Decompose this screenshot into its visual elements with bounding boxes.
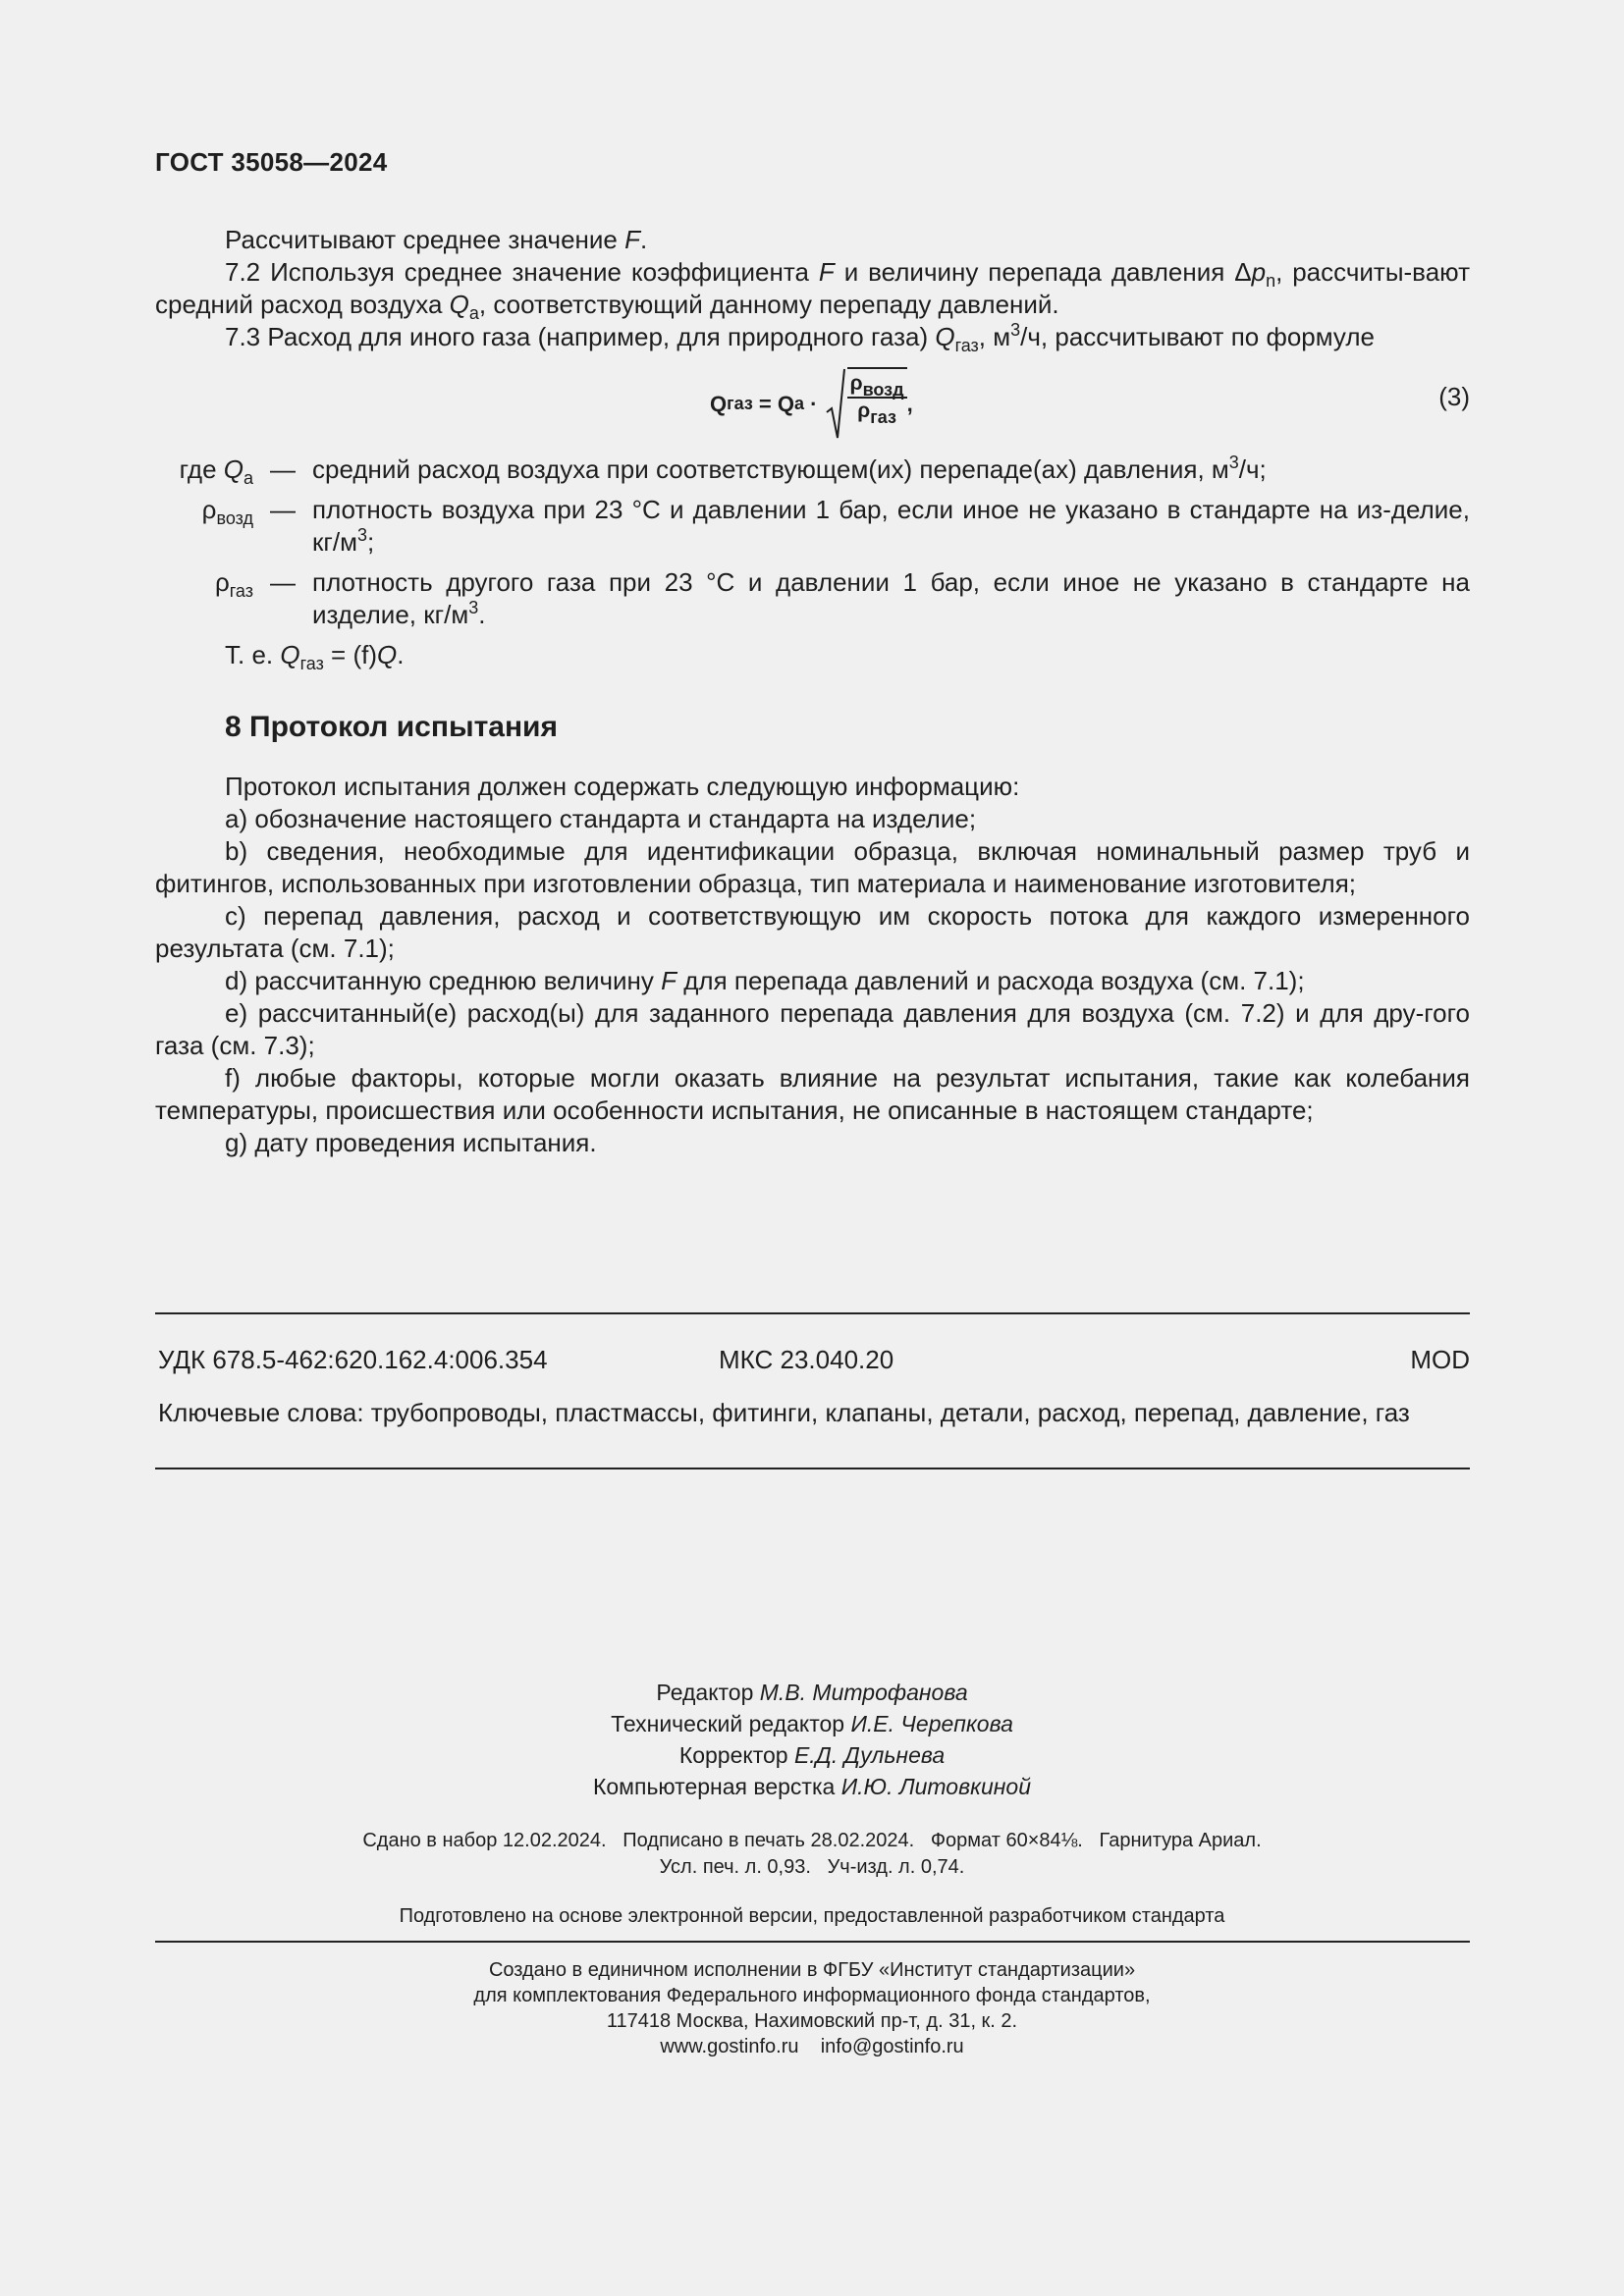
list-item-f: f) любые факторы, которые могли оказать влияние на результат испытания, такие как колебания температуры, происшествия или особенности испытания, не описанные в настоящем стандарте; bbox=[155, 1063, 1470, 1125]
print-info bbox=[0, 1828, 1624, 1881]
list-item-g: g) дату проведения испытания. bbox=[225, 1128, 597, 1157]
paragraph-7-2: 7.2 Используя среднее значение коэффициента F и величину перепада давления $\Delta p_n$, рассчиты-вают средний расход воздуха $Q_a$, соответствующий данному перепаду давлений. bbox=[155, 257, 1470, 323]
publisher-line-4: www.gostinfo.ru info@gostinfo.ru bbox=[660, 2036, 964, 2057]
staff-editor: Редактор М.В. Митрофанова bbox=[656, 1680, 968, 1705]
bottom-rule-divider bbox=[155, 1468, 1470, 1469]
running-header: ГОСТ 35058—2024 bbox=[155, 147, 388, 177]
paragraph-average: Рассчитывают среднее значение F. bbox=[225, 225, 648, 254]
section-8-heading: 8 Протокол испытания bbox=[225, 711, 559, 743]
list-item-c: c) перепад давления, расход и соответствующую им скорость потока для каждого измеренного результата (см. 7.1); bbox=[155, 901, 1470, 963]
top-rule-divider bbox=[155, 1312, 1470, 1314]
formula-number: (3) bbox=[1438, 382, 1470, 411]
density-fraction: $\frac{\rho_{возд}}{\rho_{газ}}$ bbox=[847, 367, 907, 440]
definitions-list bbox=[155, 454, 1470, 631]
print-info-line-2: Усл. печ. л. 0,93. Уч-изд. л. 0,74. bbox=[659, 1856, 965, 1878]
mks-code: МКС 23.040.20 bbox=[719, 1345, 894, 1374]
list-item-b: b) сведения, необходимые для идентификации образца, включая номинальный размер труб и фитингов, использованных при изготовлении образца, тип материала и наименование изготовителя; bbox=[155, 836, 1470, 898]
list-item-e: e) рассчитанный(е) расход(ы) для заданного перепада давления для воздуха (см. 7.2) и для дру-гого газа (см. 7.3); bbox=[155, 998, 1470, 1060]
formula-3 bbox=[155, 355, 1470, 450]
publisher-info bbox=[0, 1957, 1624, 2059]
section-8-intro: Протокол испытания должен содержать следующую информацию: bbox=[225, 772, 1020, 801]
staff-corrector: Корректор Е.Д. Дульнева bbox=[678, 1742, 946, 1768]
publisher-line-3: 117418 Москва, Нахимовский пр-т, д. 31, к. 2. bbox=[606, 2010, 1018, 2032]
document-body bbox=[155, 224, 1470, 1159]
radical-sign-icon bbox=[826, 367, 845, 440]
paragraph-7-3: 7.3 Расход для иного газа (например, для природного газа) $Q_{газ}$, $м^3/ч$, рассчитывают по формуле bbox=[225, 320, 1375, 355]
definition-qa: где $Q_a$ — средний расход воздуха при соответствующем(их) перепаде(ах) давления, $м^3/ч$; bbox=[179, 453, 1267, 488]
keywords: Ключевые слова: трубопроводы, пластмассы, фитинги, клапаны, детали, расход, перепад, давление, газ bbox=[158, 1398, 1410, 1427]
paragraph-te: Т. е. $Q_{газ} = (f)Q$. bbox=[225, 640, 405, 673]
udk-code: УДК 678.5-462:620.162.4:006.354 bbox=[158, 1345, 548, 1374]
mod-marker: MOD bbox=[1410, 1345, 1470, 1374]
definition-rho-gas: $\rho_{газ}$ — плотность другого газа при 23 °С и давлении 1 бар, если иное не указано в стандарте на изделие, $кг/м^3$. bbox=[214, 567, 1470, 629]
publisher-line-1: Создано в единичном исполнении в ФГБУ «Институт стандартизации» bbox=[488, 1959, 1136, 1981]
prepared-note: Подготовлено на основе электронной версии, предоставленной разработчиком стандарта bbox=[399, 1905, 1225, 1927]
staff-layout: Компьютерная верстка И.Ю. Литовкиной bbox=[592, 1774, 1031, 1799]
definition-rho-air: $\rho_{возд}$ — плотность воздуха при 23 °С и давлении 1 бар, если иное не указано в стандарте на из-делие, $кг/м^3$; bbox=[201, 495, 1470, 557]
staff-tech-editor: Технический редактор И.Е. Черепкова bbox=[611, 1711, 1013, 1736]
formula-expression: Q газ = Q a · $\frac{\rho_{возд}}{\rho_{газ}}$ , bbox=[710, 365, 913, 442]
publisher-rule-divider bbox=[155, 1941, 1470, 1943]
list-item-a: a) обозначение настоящего стандарта и стандарта на изделие; bbox=[225, 804, 977, 833]
list-item-d: d) рассчитанную среднюю величину F для перепада давлений и расхода воздуха (см. 7.1); bbox=[225, 966, 1305, 995]
editorial-staff bbox=[0, 1677, 1624, 1802]
publisher-line-2: для комплектования Федерального информационного фонда стандартов, bbox=[473, 1985, 1151, 2006]
print-info-line-1: Сдано в набор 12.02.2024. Подписано в печать 28.02.2024. Формат 60×84⅛. Гарнитура Ариал. bbox=[362, 1830, 1262, 1851]
square-root bbox=[824, 367, 907, 440]
